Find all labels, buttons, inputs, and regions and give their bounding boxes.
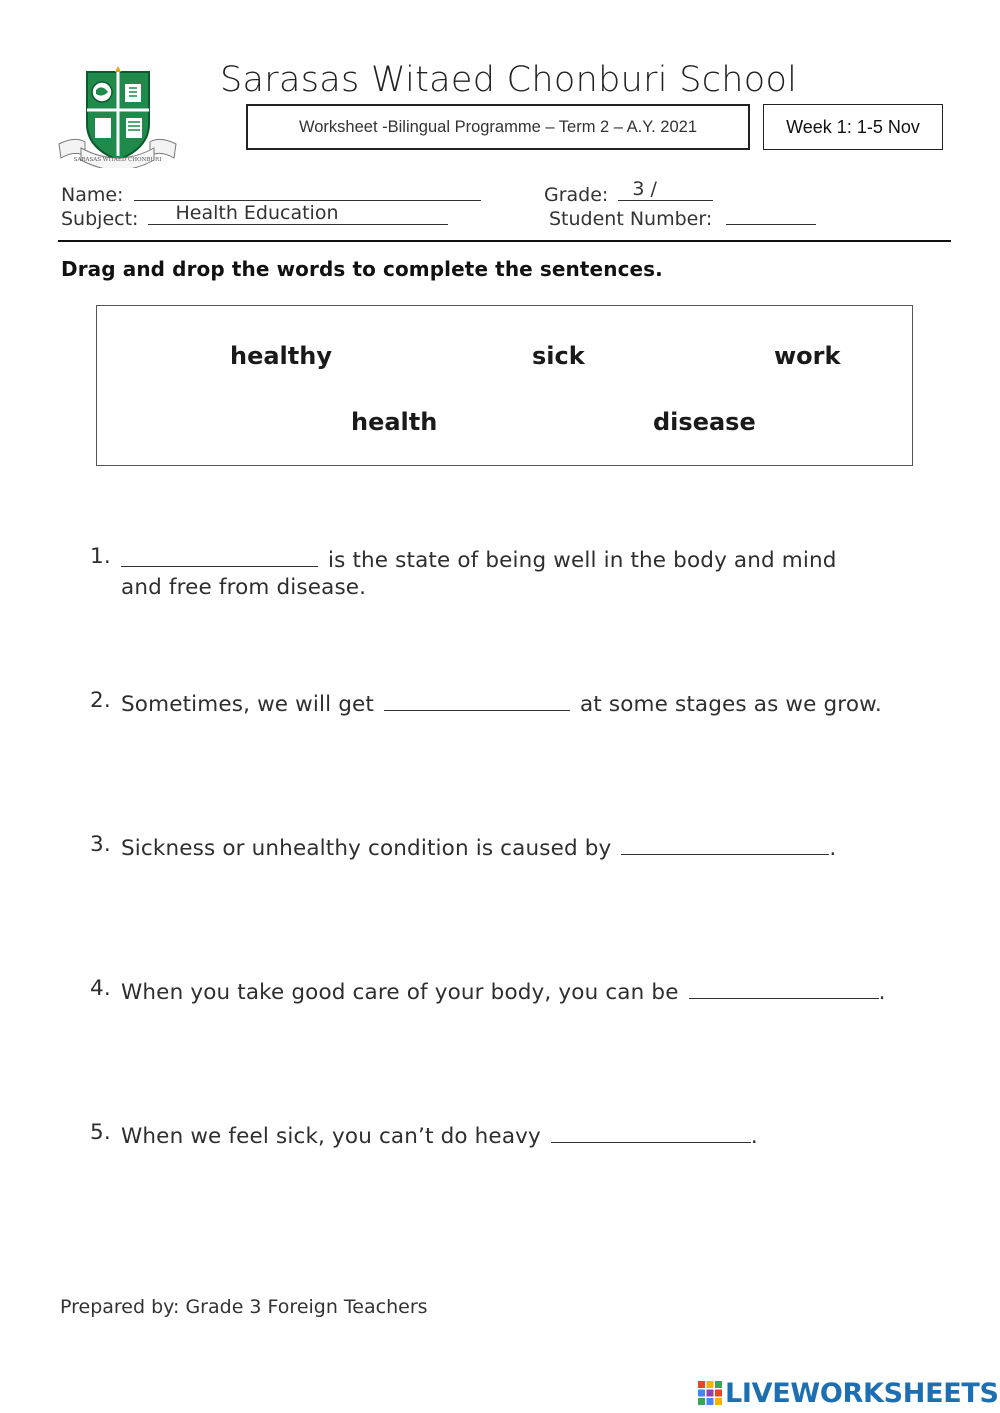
student-number-row: [549, 204, 816, 230]
word-chip-healthy[interactable]: healthy: [230, 342, 332, 370]
word-chip-work[interactable]: work: [774, 342, 841, 370]
instruction: Drag and drop the words to complete the sentences.: [61, 257, 663, 281]
question-number: 4.: [90, 976, 111, 1001]
subject-row: [61, 204, 448, 230]
question-text-after: .: [750, 1124, 758, 1149]
liveworksheets-logo[interactable]: [697, 1378, 999, 1408]
question-3: [90, 832, 836, 861]
subject-label: Subject:: [61, 208, 139, 230]
grade-field[interactable]: [618, 180, 713, 201]
question-number: 2.: [90, 688, 111, 713]
question-number: 3.: [90, 832, 111, 857]
question-text-after: at some stages as we grow.: [579, 692, 882, 717]
question-text-after: .: [829, 836, 837, 861]
student-number-label: Student Number:: [549, 208, 713, 230]
word-chip-disease[interactable]: disease: [653, 408, 756, 436]
drop-blank-3[interactable]: [621, 832, 829, 855]
programme-box: Worksheet -Bilingual Programme – Term 2 – A.Y. 2021: [246, 104, 750, 150]
prepared-by: Prepared by: Grade 3 Foreign Teachers: [60, 1296, 428, 1318]
name-field[interactable]: [134, 180, 481, 201]
question-number: 5.: [90, 1120, 111, 1145]
question-text: When you take good care of your body, you can be: [121, 980, 679, 1005]
drop-blank-5[interactable]: [551, 1120, 751, 1143]
grade-value: 3 /: [632, 178, 657, 200]
question-text: When we feel sick, you can’t do heavy: [121, 1124, 541, 1149]
student-number-field[interactable]: [726, 204, 816, 225]
grade-label: Grade:: [544, 184, 609, 206]
header-divider: [58, 240, 951, 242]
question-text-after: .: [878, 980, 886, 1005]
question-number: 1.: [90, 544, 111, 569]
school-crest-logo: [55, 66, 180, 168]
question-5: [90, 1120, 758, 1149]
subject-value: Health Education: [175, 202, 339, 224]
week-box: Week 1: 1-5 Nov: [763, 104, 943, 150]
liveworksheets-wordmark: LIVEWORKSHEETS: [725, 1377, 999, 1409]
liveworksheets-grid-icon: [697, 1380, 723, 1406]
school-title: Sarasas Witaed Chonburi School: [220, 60, 798, 100]
question-1: [90, 544, 837, 600]
subject-field[interactable]: [148, 204, 448, 225]
word-chip-health[interactable]: health: [351, 408, 438, 436]
drop-blank-2[interactable]: [384, 688, 570, 711]
grade-row: [544, 180, 713, 206]
name-label: Name:: [61, 184, 124, 206]
question-text: is the state of being well in the body and mind: [327, 548, 837, 573]
question-text: Sickness or unhealthy condition is caused by: [121, 836, 612, 861]
question-2: [90, 688, 882, 717]
word-chip-sick[interactable]: sick: [532, 342, 585, 370]
question-4: [90, 976, 886, 1005]
question-text: Sometimes, we will get: [121, 692, 375, 717]
logo-ribbon-text: SARASAS WITAED CHONBURI: [73, 157, 162, 163]
drop-blank-1[interactable]: [121, 544, 318, 567]
word-bank: [96, 305, 913, 466]
question-text-line2: and free from disease.: [121, 575, 367, 600]
drop-blank-4[interactable]: [689, 976, 879, 999]
